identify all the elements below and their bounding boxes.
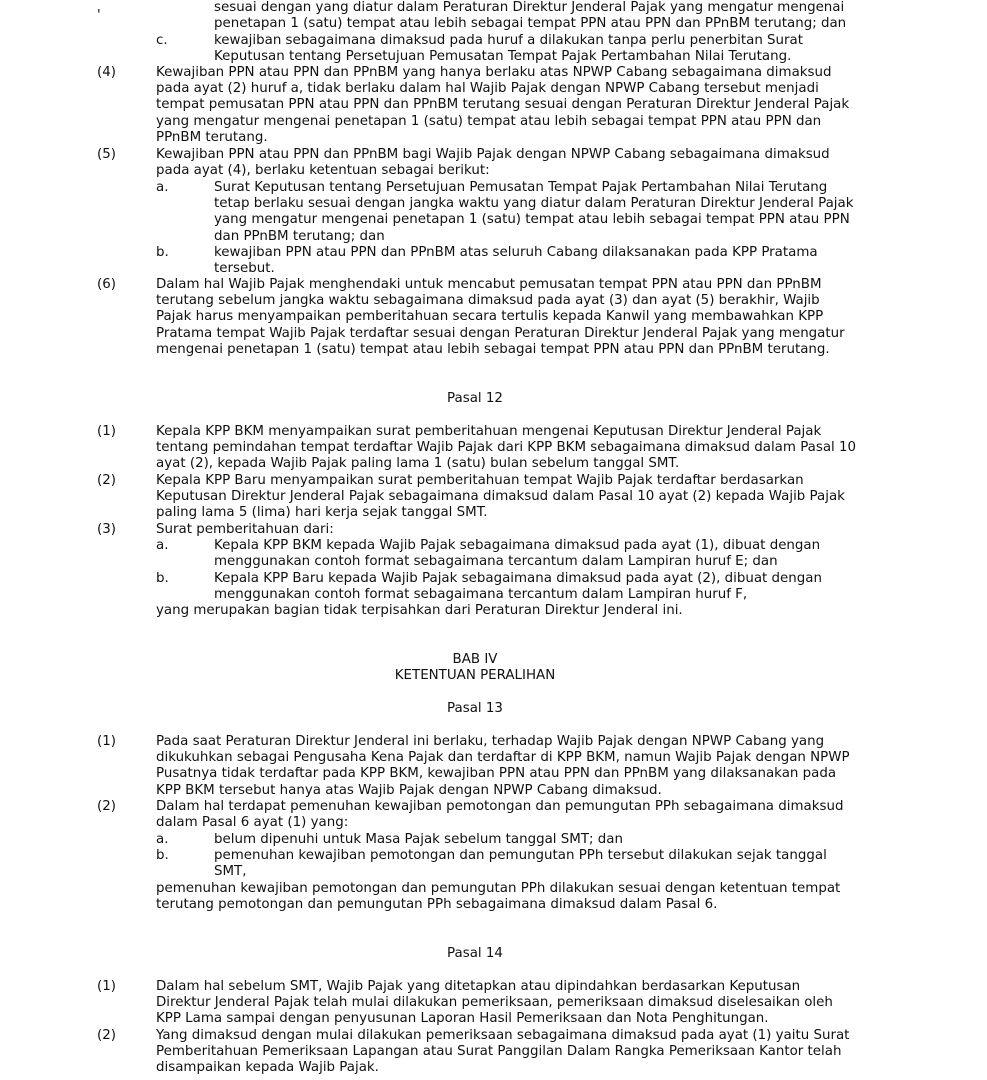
closing-text: pemenuhan kewajiban pemotongan dan pemungutan PPh dilakukan sesuai dengan ketentuan tempat terutang pemotongan dan pemungutan PPh sebagaimana dimaksud dalam Pasal 6. [156,881,841,913]
item-text: Kepala KPP BKM kepada Wajib Pajak sebagaimana dimaksud pada ayat (1), dibuat dengan menggunakan contoh format sebagaimana tercantum dalam Lampiran huruf E; dan [214,538,821,570]
paragraph-text: Kepala KPP BKM menyampaikan surat pemberitahuan mengenai Keputusan Direktur Jenderal Pajak tentang pemindahan tempat terdaftar Wajib Pajak dari KPP BKM sebagaimana dimaksud dalam Pasal 10 ayat (2), kepada Wajib Pajak paling lama 1 (satu) bulan sebelum tanggal SMT. [156,424,857,472]
paragraph-number: (6) [97,277,116,292]
paragraph-text: Kewajiban PPN atau PPN dan PPnBM bagi Wajib Pajak dengan NPWP Cabang sebagaimana dimaksud pada ayat (4), berlaku ketentuan sebagai berikut: [156,147,830,179]
item-text: Surat Keputusan tentang Persetujuan Pemusatan Tempat Pajak Pertambahan Nilai Terutang tetap berlaku sesuai dengan jangka waktu yang diatur dalam Peraturan Direktur Jenderal Pajak yang mengatur mengenai penetapan 1 (satu) tempat atau lebih sebagai tempat PPN atau PPN dan PPnBM terutang; dan [214,180,854,244]
item-a-continuation: sesuai dengan yang diatur dalam Peraturan Direktur Jenderal Pajak yang mengatur mengenai penetapan 1 (satu) tempat atau lebih sebagai tempat PPN atau PPN dan PPnBM terutang; dan [214,0,847,32]
paragraph-text: Kepala KPP Baru menyampaikan surat pemberitahuan tempat Wajib Pajak terdaftar berdasarkan Keputusan Direktur Jenderal Pajak sebagaimana dimaksud dalam Pasal 10 ayat (2) kepada Wajib Pajak paling lama 5 (lima) hari kerja sejak tanggal SMT. [156,473,845,521]
item-label: b. [156,848,169,863]
item-c-text: kewajiban sebagaimana dimaksud pada huruf a dilakukan tanpa perlu penerbitan Surat Keputusan tentang Persetujuan Pemusatan Tempat Pajak Pertambahan Nilai Terutang. [214,33,804,65]
item-label: a. [156,180,169,195]
paragraph-number: (1) [97,424,116,439]
paragraph-text: Pada saat Peraturan Direktur Jenderal ini berlaku, terhadap Wajib Pajak dengan NPWP Cabang yang dikukuhkan sebagai Pengusaha Kena Pajak dan terdaftar di KPP BKM, namun Wajib Pajak dengan NPWP Pusatnya tidak terdaftar pada KPP BKM, kewajiban PPN atau PPN dan PPnBM yang dilaksanakan pada KPP BKM tersebut hanya atas Wajib Pajak dengan NPWP Cabang dimaksud. [156,734,850,798]
paragraph-text: Dalam hal sebelum SMT, Wajib Pajak yang ditetapkan atau dipindahkan berdasarkan Keputusan Direktur Jenderal Pajak telah mulai dilakukan pemeriksaan, pemeriksaan dimaksud diselesaikan oleh KPP Lama sampai dengan penyusunan Laporan Hasil Pemeriksaan dan Nota Penghitungan. [156,979,833,1027]
paragraph-text: Dalam hal terdapat pemenuhan kewajiban pemotongan dan pemungutan PPh sebagaimana dimaksud dalam Pasal 6 ayat (1) yang: [156,799,844,831]
item-text: kewajiban PPN atau PPN dan PPnBM atas seluruh Cabang dilaksanakan pada KPP Pratama tersebut. [214,245,818,277]
chapter-heading: BAB IV [452,652,498,667]
item-label: b. [156,571,169,586]
item-text: Kepala KPP Baru kepada Wajib Pajak sebagaimana dimaksud pada ayat (2), dibuat dengan menggunakan contoh format sebagaimana tercantum dalam Lampiran huruf F, [214,571,822,603]
paragraph-text: Surat pemberitahuan dari: [156,522,334,537]
item-label: a. [156,538,169,553]
item-text: belum dipenuhi untuk Masa Pajak sebelum tanggal SMT; dan [214,832,623,847]
paragraph-number: (2) [97,1028,116,1043]
paragraph-text: Kewajiban PPN atau PPN dan PPnBM yang hanya berlaku atas NPWP Cabang sebagaimana dimaksud pada ayat (2) huruf a, tidak berlaku dalam hal Wajib Pajak dengan NPWP Cabang tersebut menjadi tempat pemusatan PPN atau PPN dan PPnBM terutang sesuai dengan Peraturan Direktur Jenderal Pajak yang mengatur mengenai penetapan 1 (satu) tempat atau lebih sebagai tempat PPN atau PPN dan PPnBM terutang. [156,65,850,145]
item-text: pemenuhan kewajiban pemotongan dan pemungutan PPh tersebut dilakukan sejak tanggal SMT, [214,848,827,880]
chapter-subheading: KETENTUAN PERALIHAN [394,668,556,683]
paragraph-text: Dalam hal Wajib Pajak menghendaki untuk mencabut pemusatan tempat PPN atau PPN dan PPnBM terutang sebelum jangka waktu sebagaimana dimaksud pada ayat (3) dan ayat (5) berakhir, Wajib Pajak harus menyampaikan pemberitahuan secara tertulis kepada Kanwil yang membawahkan KPP Pratama tempat Wajib Pajak terdaftar sesuai dengan Peraturan Direktur Jenderal Pajak yang mengatur mengenai penetapan 1 (satu) tempat atau lebih sebagai tempat PPN atau PPN dan PPnBM terutang. [156,277,845,357]
stray-mark: ' [97,8,101,23]
paragraph-number: (1) [97,734,116,749]
article-heading: Pasal 14 [447,946,503,961]
paragraph-number: (2) [97,473,116,488]
item-label: b. [156,245,169,260]
paragraph-number: (4) [97,65,116,80]
article-heading: Pasal 13 [447,701,503,716]
item-label: a. [156,832,169,847]
item-label: c. [156,33,168,48]
paragraph-number: (1) [97,979,116,994]
paragraph-number: (3) [97,522,116,537]
paragraph-text: Yang dimaksud dengan mulai dilakukan pemeriksaan sebagaimana dimaksud pada ayat (1) yaitu Surat Pemberitahuan Pemeriksaan Lapangan atau Surat Panggilan Dalam Rangka Pemeriksaan Kantor telah disampaikan kepada Wajib Pajak. [156,1028,850,1076]
closing-text: yang merupakan bagian tidak terpisahkan dari Peraturan Direktur Jenderal ini. [156,603,683,618]
paragraph-number: (2) [97,799,116,814]
article-heading: Pasal 12 [447,391,503,406]
paragraph-number: (5) [97,147,116,162]
